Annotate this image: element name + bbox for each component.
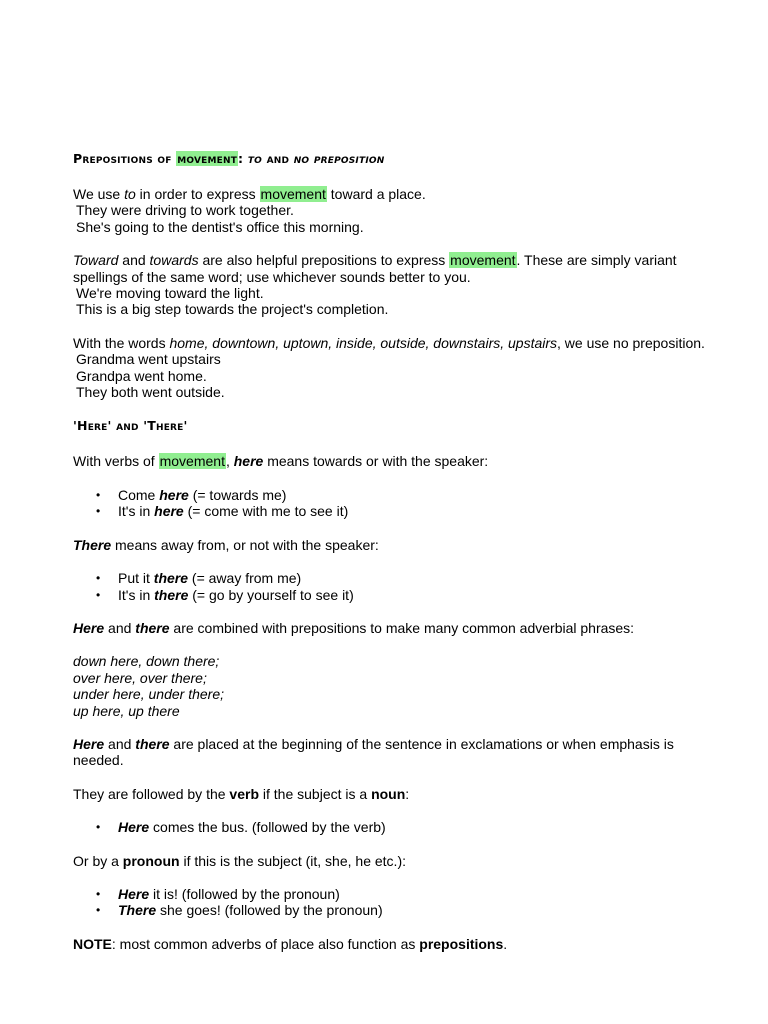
paragraph: With the words home, downtown, uptown, inside, outside, downstairs, upstairs, we use no preposition. (73, 334, 705, 351)
phrase-line: up here, up there (73, 702, 180, 719)
list-item: • Put it there (= away from me) (118, 570, 713, 586)
document-content (73, 150, 713, 952)
example-sentence: This is a big step towards the project's completion. (76, 301, 389, 318)
example-sentence: We're moving toward the light. (76, 285, 264, 302)
list-item: • Here comes the bus. (followed by the verb) (118, 819, 713, 835)
example-sentence: They were driving to work together. (76, 202, 294, 219)
highlight-movement: movement (159, 453, 225, 470)
list-item: • Come here (= towards me) (118, 487, 713, 503)
list-item: • Here it is! (followed by the pronoun) (118, 886, 713, 902)
example-sentence: She's going to the dentist's office this morning. (76, 218, 364, 235)
example-sentence: Grandpa went home. (76, 367, 207, 384)
bullet-list (73, 886, 713, 919)
paragraph: We use to in order to express movement toward a place. (73, 186, 426, 202)
paragraph: There means away from, or not with the speaker: (73, 536, 379, 553)
phrase-line: down here, down there; (73, 653, 220, 670)
paragraph: Here and there are placed at the beginning of the sentence in exclamations or when emphasis is needed. (73, 735, 674, 769)
list-item: • There she goes! (followed by the pronoun) (118, 902, 713, 918)
example-sentence: They both went outside. (76, 384, 225, 401)
list-item: • It's in here (= come with me to see it) (118, 503, 713, 519)
phrase-line: under here, under there; (73, 686, 224, 703)
list-item: • It's in there (= go by yourself to see it) (118, 587, 713, 603)
bullet-list (73, 487, 713, 520)
paragraph: Or by a pronoun if this is the subject (it, she, he etc.): (73, 852, 406, 869)
section-heading-movement: Prepositions of movement: to and no preposition (73, 151, 385, 166)
example-sentence: Grandma went upstairs (76, 351, 221, 368)
highlight-movement: movement (177, 151, 238, 166)
section-heading-here-there: 'Here' and 'There' (73, 418, 188, 434)
phrase-line: over here, over there; (73, 669, 207, 686)
highlight-movement: movement (450, 252, 516, 269)
paragraph: They are followed by the verb if the subject is a noun: (73, 785, 410, 802)
paragraph: Here and there are combined with prepositions to make many common adverbial phrases: (73, 619, 635, 636)
bullet-list (73, 819, 713, 835)
bullet-list (73, 570, 713, 603)
paragraph: With verbs of movement, here means towards or with the speaker: (73, 453, 489, 470)
paragraph: Toward and towards are also helpful prepositions to express movement. These are simply variant spellings of the same word; use whichever sounds better to you. (73, 252, 677, 285)
note-paragraph: NOTE: most common adverbs of place also function as prepositions. (73, 935, 508, 952)
highlight-movement: movement (260, 186, 326, 202)
adverbial-phrases (73, 653, 713, 719)
